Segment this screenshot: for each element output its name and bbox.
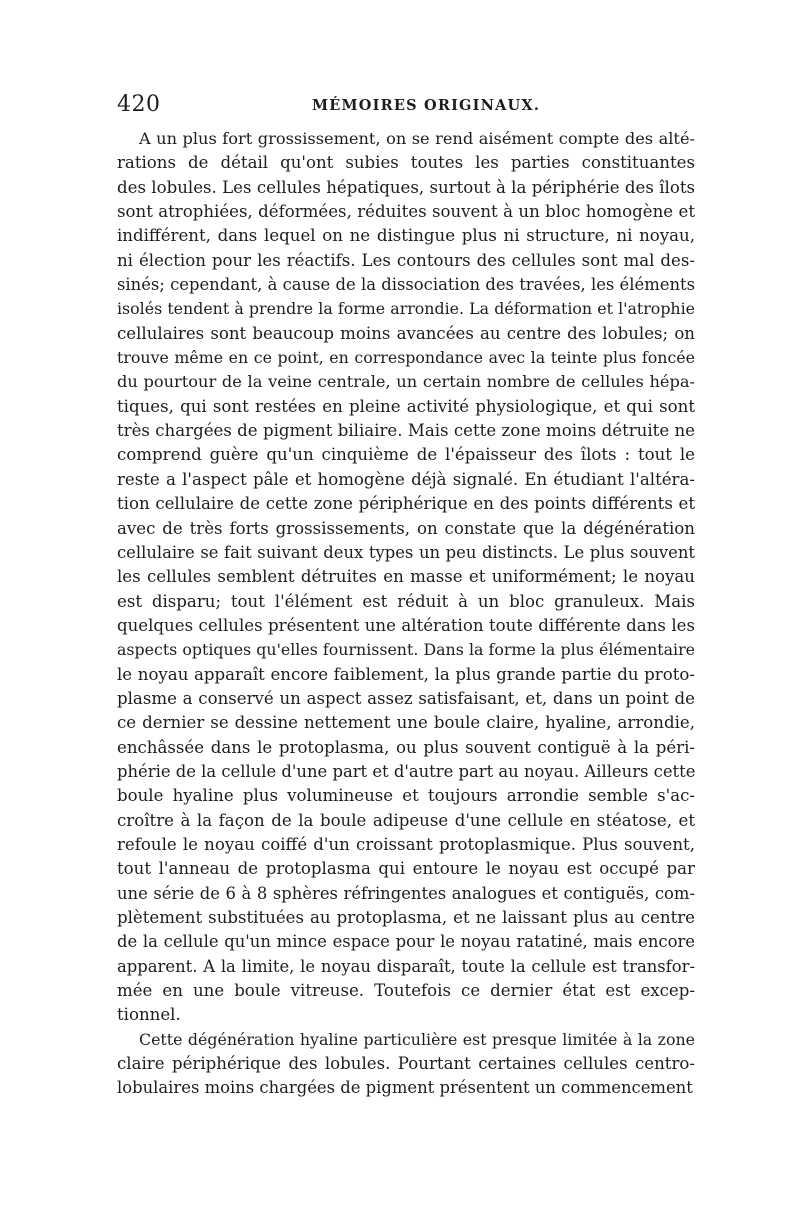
- text-line: trouve même en ce point, en correspondance avec la teinte plus foncée: [117, 348, 695, 368]
- text-line: isolés tendent à prendre la forme arrondie. La déformation et l'atrophie: [117, 299, 695, 319]
- text-line: de la cellule qu'un mince espace pour le noyau ratatiné, mais encore: [117, 932, 695, 952]
- text-line: sinés; cependant, à cause de la dissociation des travées, les éléments: [117, 275, 695, 295]
- paragraph-container: [117, 127, 695, 1101]
- text-line: tout l'anneau de protoplasma qui entoure le noyau est occupé par: [117, 859, 695, 879]
- text-line: une série de 6 à 8 sphères réfringentes analogues et contiguës, com-: [117, 883, 695, 903]
- text-line: mée en une boule vitreuse. Toutefois ce dernier état est excep-: [117, 981, 695, 1001]
- text-line: Cette dégénération hyaline particulière est presque limitée à la zone: [139, 1029, 695, 1049]
- text-line: phérie de la cellule d'une part et d'autre part au noyau. Ailleurs cette: [117, 761, 695, 781]
- text-line: plasme a conservé un aspect assez satisfaisant, et, dans un point de: [117, 688, 695, 708]
- text-line: A un plus fort grossissement, on se rend aisément compte des alté-: [139, 129, 695, 148]
- text-line: apparent. A la limite, le noyau disparaît, toute la cellule est transfor-: [117, 956, 695, 976]
- text-line: tionnel.: [117, 1005, 181, 1025]
- text-line: tiques, qui sont restées en pleine activité physiologique, et qui sont: [117, 396, 695, 416]
- text-line: reste a l'aspect pâle et homogène déjà signalé. En étudiant l'altéra-: [117, 469, 695, 489]
- paragraph: [117, 127, 695, 1028]
- text-line: le noyau apparaît encore faiblement, la plus grande partie du proto-: [117, 664, 695, 684]
- running-head: [117, 90, 697, 120]
- page-number: 420: [117, 92, 161, 117]
- text-line: indifférent, dans lequel on ne distingue plus ni structure, ni noyau,: [117, 226, 695, 246]
- text-line: du pourtour de la veine centrale, un certain nombre de cellules hépa-: [117, 372, 695, 392]
- text-line: aspects optiques qu'elles fournissent. Dans la forme la plus élémentaire: [117, 640, 695, 660]
- text-line: claire périphérique des lobules. Pourtant certaines cellules centro-: [117, 1054, 695, 1074]
- text-line: croître à la façon de la boule adipeuse d'une cellule en stéatose, et: [117, 810, 695, 830]
- body-text: [117, 127, 695, 1101]
- text-line: très chargées de pigment biliaire. Mais cette zone moins détruite ne: [117, 421, 695, 441]
- paragraph: [117, 1028, 695, 1101]
- text-line: ni élection pour les réactifs. Les contours des cellules sont mal des-: [117, 250, 695, 270]
- text-line: refoule le noyau coiffé d'un croissant protoplasmique. Plus souvent,: [117, 834, 695, 854]
- text-line: sont atrophiées, déformées, réduites souvent à un bloc homogène et: [117, 202, 695, 222]
- text-line: cellulaires sont beaucoup moins avancées au centre des lobules; on: [117, 323, 695, 343]
- text-line: rations de détail qu'ont subies toutes les parties constituantes: [117, 153, 695, 173]
- text-line: boule hyaline plus volumineuse et toujours arrondie semble s'ac-: [117, 786, 695, 806]
- text-line: enchâssée dans le protoplasma, ou plus souvent contiguë à la péri-: [117, 737, 695, 757]
- running-title: MÉMOIRES ORIGINAUX.: [312, 97, 541, 114]
- text-line: des lobules. Les cellules hépatiques, surtout à la périphérie des îlots: [117, 177, 695, 197]
- text-line: cellulaire se fait suivant deux types un peu distincts. Le plus souvent: [117, 542, 695, 562]
- text-line: avec de très forts grossissements, on constate que la dégénération: [117, 518, 695, 538]
- text-line: est disparu; tout l'élément est réduit à un bloc granuleux. Mais: [117, 591, 695, 611]
- text-line: lobulaires moins chargées de pigment présentent un commencement: [117, 1078, 693, 1098]
- text-line: plètement substituées au protoplasma, et ne laissant plus au centre: [117, 908, 695, 927]
- text-line: les cellules semblent détruites en masse et uniformément; le noyau: [117, 567, 695, 587]
- text-line: quelques cellules présentent une altération toute différente dans les: [117, 615, 695, 635]
- text-line: comprend guère qu'un cinquième de l'épaisseur des îlots : tout le: [117, 445, 695, 465]
- text-line: tion cellulaire de cette zone périphérique en des points différents et: [117, 494, 695, 514]
- text-line: ce dernier se dessine nettement une boule claire, hyaline, arrondie,: [117, 713, 695, 733]
